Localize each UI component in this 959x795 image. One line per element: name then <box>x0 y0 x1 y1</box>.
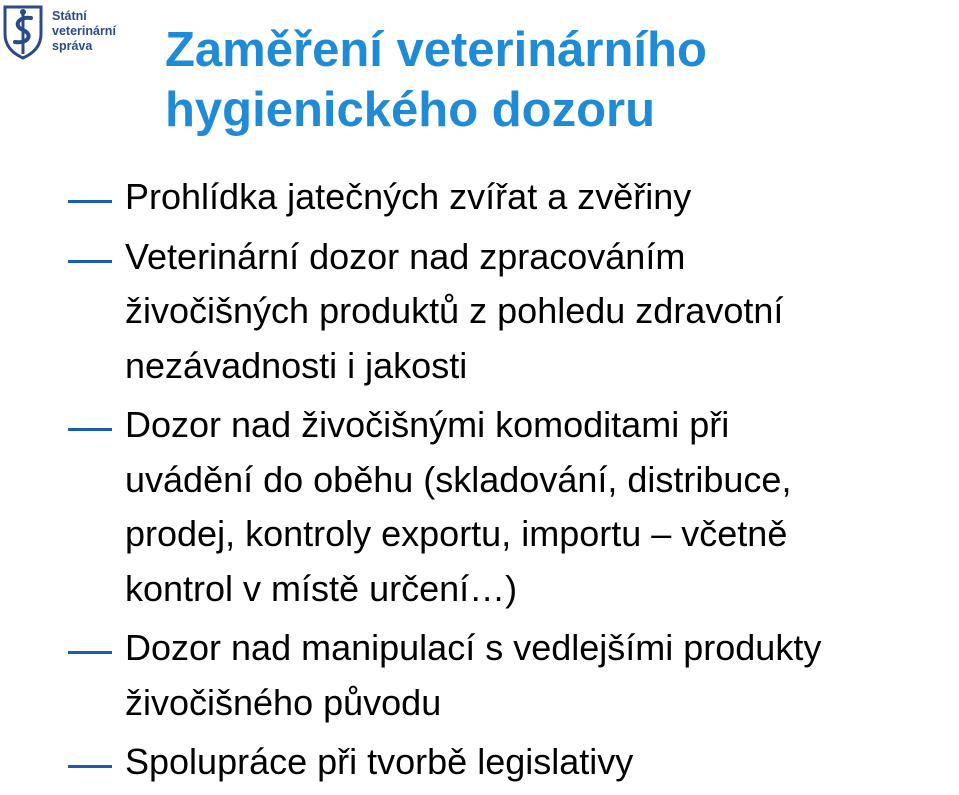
bullet-line: Spolupráce při tvorbě legislativy <box>125 741 634 782</box>
bullet-line: živočišného původu <box>125 681 442 723</box>
slide-title-line-1: Zaměření veterinárního <box>165 23 707 77</box>
bullet-text <box>125 621 959 730</box>
bullet-line: uvádění do oběhu (skladování, distribuce, <box>125 458 792 500</box>
bullet-line: živočišných produktů z pohledu zdravotní <box>125 290 784 331</box>
bullet-dash-icon <box>68 200 112 203</box>
bullet-dash-icon <box>68 428 112 431</box>
bullet-dash-icon <box>68 260 112 263</box>
bullet-text <box>125 398 959 616</box>
logo-wordmark <box>52 9 116 54</box>
bullet-line: Veterinární dozor nad zpracováním <box>125 235 686 277</box>
bullet-line: kontrol v místě určení…) <box>125 567 518 609</box>
bullet-line: Dozor nad manipulací s vedlejšími produkty <box>125 627 822 668</box>
logo-line-2: veterinární <box>52 24 116 38</box>
bullet-item-legislation <box>0 735 959 790</box>
bullet-text <box>125 735 959 790</box>
slide-title-line-2: hygienického dozoru <box>165 83 656 137</box>
svs-logo <box>2 4 122 64</box>
bullet-dash-icon <box>68 651 112 654</box>
bullet-line: prodej, kontroly exportu, importu – včetně <box>125 513 788 554</box>
bullet-list <box>0 170 959 795</box>
bullet-text <box>125 230 959 394</box>
shield-caduceus-icon <box>2 4 44 60</box>
bullet-line: Prohlídka jatečných zvířat a zvěřiny <box>125 176 692 217</box>
bullet-text <box>125 170 959 225</box>
bullet-item-byproducts <box>0 621 959 730</box>
slide-title <box>165 20 945 140</box>
logo-line-3: správa <box>52 39 93 53</box>
bullet-line: Dozor nad živočišnými komoditami při <box>125 404 730 445</box>
logo-line-1: Státní <box>52 9 87 23</box>
bullet-item-commodities <box>0 398 959 616</box>
bullet-line: nezávadnosti i jakosti <box>125 344 468 386</box>
bullet-item-processing <box>0 230 959 394</box>
bullet-item-inspection <box>0 170 959 225</box>
